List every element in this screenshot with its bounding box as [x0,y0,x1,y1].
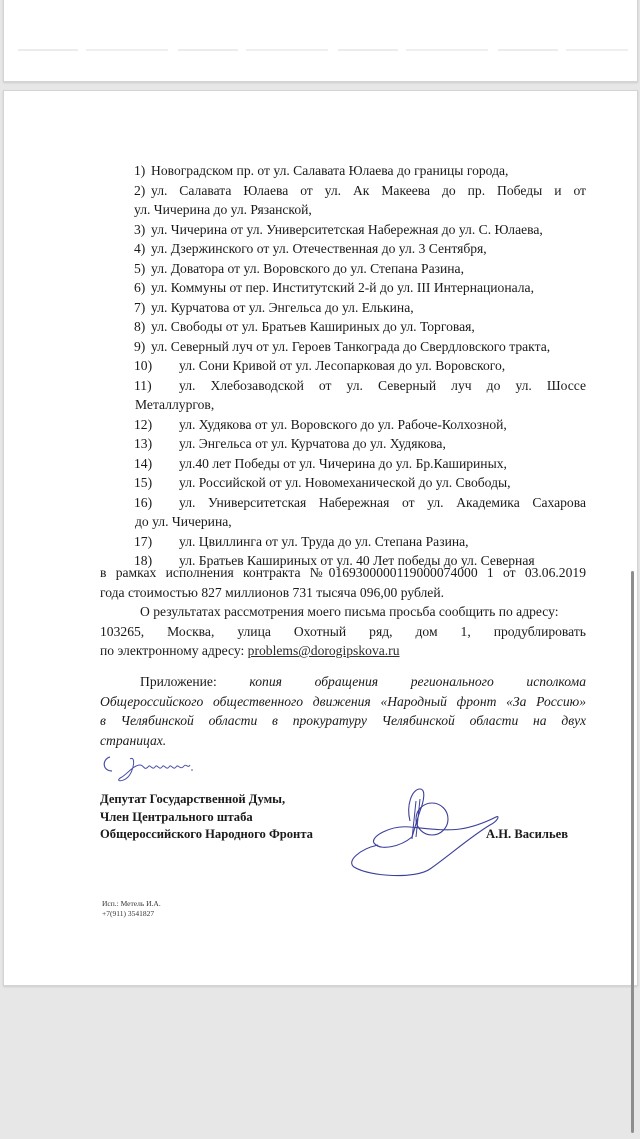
list-item-continuation: ул. Чичерина до ул. Рязанской, [134,202,312,217]
list-item [134,415,586,435]
list-item [134,376,586,415]
list-item [134,337,586,357]
attachment-line-2: Общероссийского общественного движения «Народный фронт «За Россию» [100,693,586,709]
attachment-paragraph [100,672,586,750]
list-item-number: 15) [134,475,153,490]
list-item-text: ул. Доватора от ул. Воровского до ул. Степана Разина, [151,260,464,276]
list-item-number: 10) [134,358,153,373]
list-item-text: ул. Университетская Набережная от ул. Академика Сахарова [179,494,586,510]
list-item-number: 9) [134,338,146,354]
list-item-text: ул. Салавата Юлаева от ул. Ак Макеева до пр. Победы и от [151,182,586,198]
request-paragraph [100,602,586,661]
handwritten-regards-icon [100,749,210,789]
list-item [134,434,586,454]
request-line-2: 103265, Москва, улица Охотный ряд, дом 1, продублировать [100,623,586,639]
executor-info: Исп.: Метель И.А. +7(911) 3541827 [102,899,161,918]
list-item [134,239,586,259]
list-item-text: ул. Сони Кривой от ул. Лесопарковая до ул. Воровского, [179,358,506,373]
street-list [134,161,586,571]
list-item-text: ул. Дзержинского от ул. Отечественная до ул. 3 Сентября, [151,241,487,256]
attachment-line-1: Приложение: копия обращения регионального исполкома [140,674,586,689]
list-item-text: ул. Худякова от ул. Воровского до ул. Рабоче-Колхозной, [179,416,507,432]
list-item-text: ул. Энгельса от ул. Курчатова до ул. Худякова, [179,436,446,451]
list-item-text: ул. Чичерина от ул. Университетская Набережная до ул. С. Юлаева, [151,221,543,237]
email-link[interactable]: problems@dorogipskova.ru [247,643,400,658]
list-item [134,298,586,318]
list-item [134,220,586,240]
contract-line-2: года стоимостью 827 миллионов 731 тысяча 096,00 рублей. [100,584,445,600]
list-item-number: 11) [134,377,152,393]
list-item-number: 6) [134,280,146,295]
list-item-number: 16) [134,494,153,510]
list-item-number: 5) [134,260,146,276]
request-line-3: по электронному адресу: problems@dorogipskova.ru [100,643,400,658]
list-item-number: 17) [134,533,153,549]
previous-page [3,0,638,82]
signer-name: А.Н. Васильев [486,827,568,841]
list-item-text: ул.40 лет Победы от ул. Чичерина до ул. Бр.Кашириных, [179,455,507,471]
attachment-line-4: страницах. [100,732,167,748]
list-item [134,259,586,279]
document-page [3,90,638,986]
list-item-number: 7) [134,299,146,315]
list-item-text: ул. Курчатова от ул. Энгельса до ул. Елькина, [151,299,414,315]
list-item-continuation: до ул. Чичерина, [135,514,232,529]
list-item-number: 1) [134,163,146,178]
list-item-number: 18) [134,553,153,568]
list-item-number: 8) [134,319,146,334]
list-item [134,161,586,181]
list-item-number: 4) [134,241,146,256]
list-item [134,181,586,220]
list-item-text: ул. Свободы от ул. Братьев Кашириных до ул. Торговая, [151,319,475,334]
list-item-text: ул. Цвиллинга от ул. Труда до ул. Степана Разина, [179,533,469,549]
list-item-number: 3) [134,221,146,237]
list-item-continuation: Металлургов, [135,397,215,412]
list-item-text: Новоградском пр. от ул. Салавата Юлаева до границы города, [151,163,509,178]
list-item [134,278,586,298]
list-item-number: 12) [134,416,153,432]
contract-paragraph [100,563,586,602]
list-item [134,493,586,532]
attachment-line-3: в Челябинской области в прокуратуру Челябинской области на двух [100,713,586,728]
list-item [134,532,586,552]
signer-title: Депутат Государственной Думы, Член Центрального штаба Общероссийского Народного Фронта [100,792,313,841]
list-item-text: ул. Братьев Кашириных от ул. 40 Лет победы до ул. Северная [179,553,535,568]
list-item-number: 2) [134,182,146,198]
list-item [134,454,586,474]
list-item [134,356,586,376]
vertical-scrollbar[interactable] [631,571,634,1133]
list-item-number: 13) [134,436,153,451]
list-item-text: ул. Коммуны от пер. Институтский 2-й до ул. III Интернационала, [151,280,534,295]
list-item [134,317,586,337]
request-line-1: О результатах рассмотрения моего письма просьба сообщить по адресу: [140,604,559,619]
list-item-number: 14) [134,455,153,471]
list-item-text: ул. Российской от ул. Новомеханической до ул. Свободы, [179,475,511,490]
list-item-text: ул. Хлебозаводской от ул. Северный луч до ул. Шоссе [179,377,586,393]
faded-text-line [18,49,628,51]
list-item [134,473,586,493]
list-item-text: ул. Северный луч от ул. Героев Танкограда до Свердловского тракта, [151,338,551,354]
contract-line-1: в рамках исполнения контракта №0169300000119000074000 1 от 03.06.2019 [100,565,586,580]
